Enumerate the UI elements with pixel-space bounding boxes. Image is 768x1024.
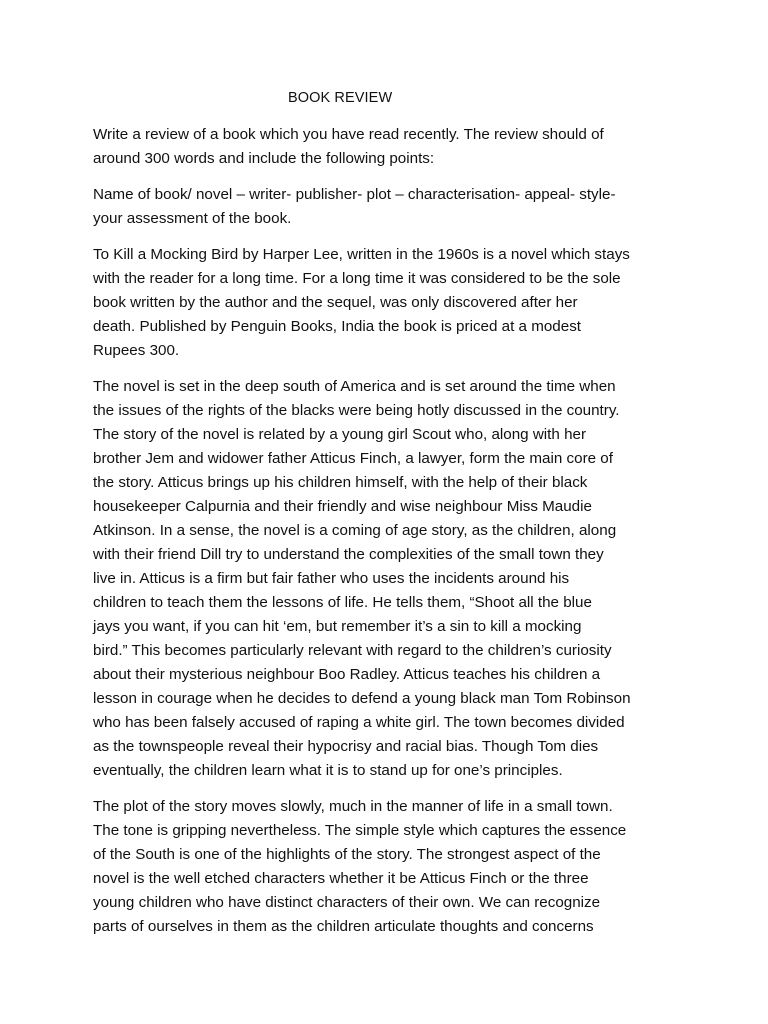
text-line: death. Published by Penguin Books, India the book is priced at a modest — [93, 318, 582, 335]
text-line: young children who have distinct characters of their own. We can recognize — [93, 894, 601, 911]
text-line: Write a review of a book which you have read recently. The review should of — [93, 126, 604, 143]
text-line: book written by the author and the sequel, was only discovered after her — [93, 294, 578, 311]
page-title: BOOK REVIEW — [288, 90, 393, 106]
text-line: around 300 words and include the following points: — [93, 150, 435, 167]
text-line: brother Jem and widower father Atticus Finch, a lawyer, form the main core of — [93, 450, 613, 467]
paragraph-instructions — [93, 123, 693, 171]
text-line: To Kill a Mocking Bird by Harper Lee, written in the 1960s is a novel which stays — [93, 246, 630, 263]
text-line: housekeeper Calpurnia and their friendly and wise neighbour Miss Maudie — [93, 498, 592, 515]
text-line: The novel is set in the deep south of America and is set around the time when — [93, 378, 616, 395]
paragraph-assessment — [93, 795, 693, 939]
text-line: as the townspeople reveal their hypocrisy and racial bias. Though Tom dies — [93, 738, 599, 755]
text-line: The tone is gripping nevertheless. The simple style which captures the essence — [93, 822, 627, 839]
text-line: parts of ourselves in them as the children articulate thoughts and concerns — [93, 918, 594, 935]
text-line: about their mysterious neighbour Boo Radley. Atticus teaches his children a — [93, 666, 601, 683]
text-line: with their friend Dill try to understand the complexities of the small town they — [93, 546, 604, 563]
text-line: The story of the novel is related by a young girl Scout who, along with her — [93, 426, 587, 443]
paragraph-points — [93, 183, 693, 231]
text-line: the issues of the rights of the blacks were being hotly discussed in the country. — [93, 402, 620, 419]
text-line: Atkinson. In a sense, the novel is a coming of age story, as the children, along — [93, 522, 617, 539]
text-line: of the South is one of the highlights of the story. The strongest aspect of the — [93, 846, 601, 863]
text-line: eventually, the children learn what it is to stand up for one’s principles. — [93, 762, 563, 779]
text-line: bird.” This becomes particularly relevant with regard to the children’s curiosity — [93, 642, 612, 659]
text-line: who has been falsely accused of raping a white girl. The town becomes divided — [93, 714, 625, 731]
text-line: children to teach them the lessons of life. He tells them, “Shoot all the blue — [93, 594, 592, 611]
text-line: the story. Atticus brings up his children himself, with the help of their black — [93, 474, 588, 491]
paragraph-plot-summary — [93, 375, 693, 783]
text-line: your assessment of the book. — [93, 210, 292, 227]
paragraph-book-details — [93, 243, 693, 363]
text-line: with the reader for a long time. For a long time it was considered to be the sole — [93, 270, 621, 287]
text-line: jays you want, if you can hit ‘em, but remember it’s a sin to kill a mocking — [93, 618, 582, 635]
text-line: The plot of the story moves slowly, much in the manner of life in a small town. — [93, 798, 613, 815]
text-line: lesson in courage when he decides to defend a young black man Tom Robinson — [93, 690, 631, 707]
text-line: Name of book/ novel – writer- publisher- plot – characterisation- appeal- style- — [93, 186, 616, 203]
text-line: novel is the well etched characters whether it be Atticus Finch or the three — [93, 870, 589, 887]
text-line: live in. Atticus is a firm but fair father who uses the incidents around his — [93, 570, 570, 587]
text-line: Rupees 300. — [93, 342, 180, 359]
